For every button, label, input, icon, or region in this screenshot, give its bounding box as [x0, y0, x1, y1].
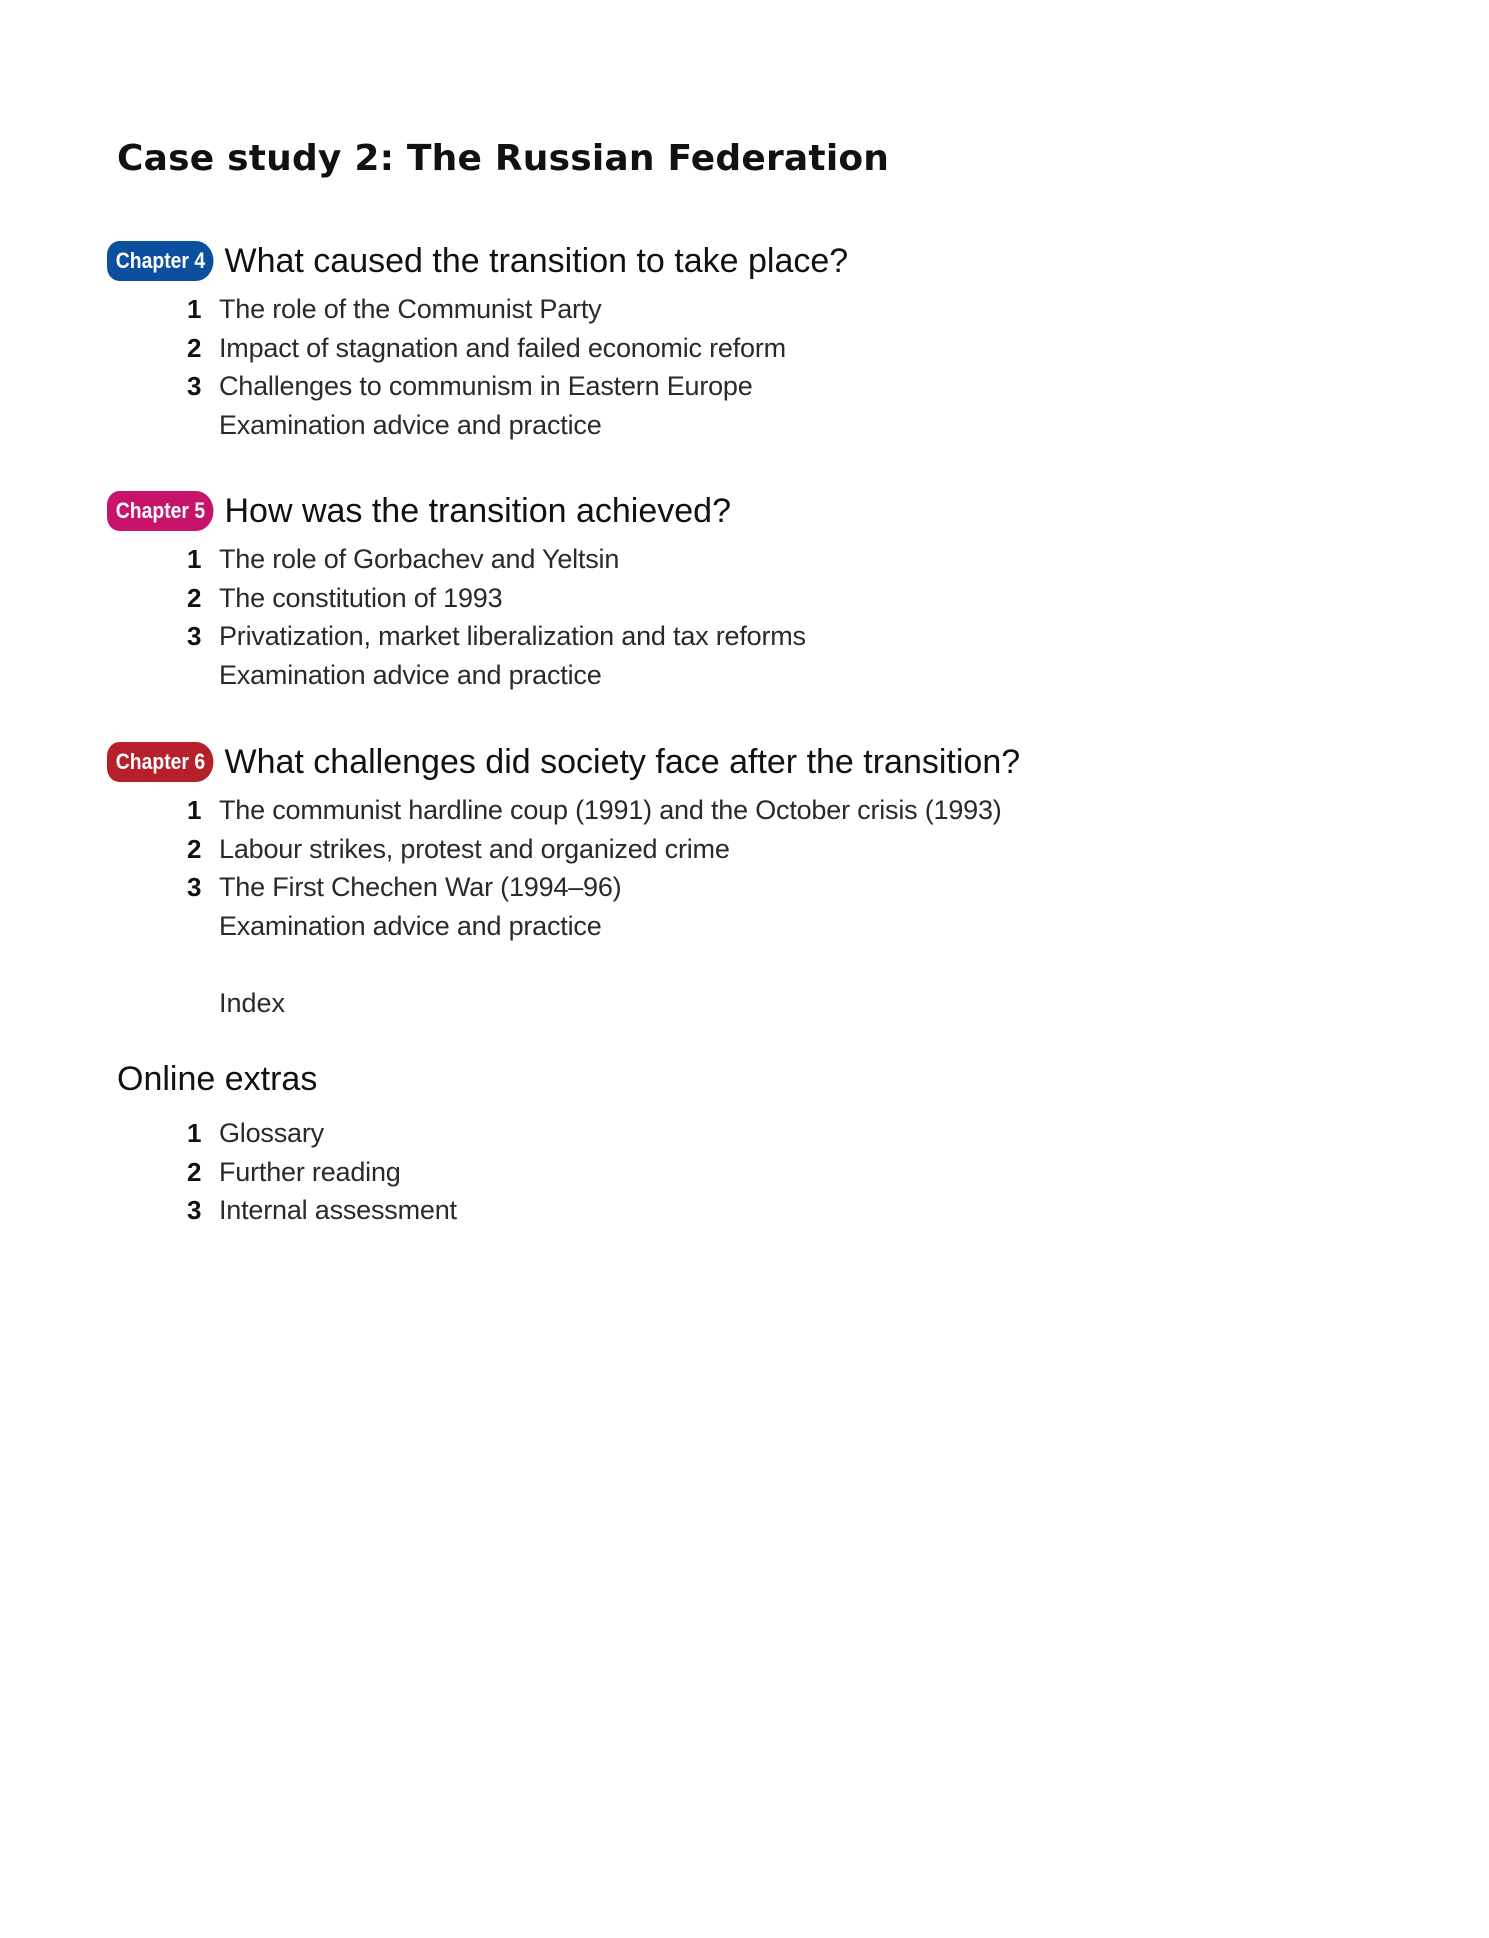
online-extras-list — [107, 1118, 457, 1234]
case-study-title: Case study 2: The Russian Federation — [117, 138, 890, 179]
list-item[interactable] — [107, 294, 1407, 333]
list-item[interactable] — [107, 621, 1407, 660]
item-number: 2 — [187, 332, 202, 363]
list-item[interactable] — [107, 660, 1407, 699]
item-number: 3 — [187, 872, 202, 902]
item-number: 2 — [187, 582, 202, 613]
item-number: 3 — [187, 621, 202, 651]
chapter-section — [107, 737, 1407, 949]
item-label: Labour strikes, protest and organized crime — [219, 833, 730, 864]
item-number: 1 — [187, 795, 202, 825]
item-label: Examination advice and practice — [219, 910, 602, 941]
item-label: The constitution of 1993 — [219, 582, 503, 613]
chapter-title[interactable]: What caused the transition to take place? — [224, 241, 849, 280]
item-label: Challenges to communism in Eastern Europe — [219, 371, 753, 401]
list-item[interactable] — [107, 795, 1407, 834]
item-label: Further reading — [219, 1156, 401, 1187]
item-number: 1 — [187, 294, 202, 324]
item-label: Examination advice and practice — [219, 659, 602, 690]
item-number: 3 — [187, 1195, 202, 1225]
item-label: Privatization, market liberalization and tax reforms — [219, 621, 806, 651]
chapter-item-list — [107, 544, 1407, 698]
chapter-badge: Chapter 4 — [107, 241, 214, 281]
chapter-section — [107, 236, 1407, 448]
list-item[interactable] — [107, 911, 1407, 950]
list-item[interactable] — [107, 333, 1407, 372]
list-item[interactable] — [107, 544, 1407, 583]
chapter-badge: Chapter 5 — [107, 491, 214, 531]
item-number: 2 — [187, 1156, 202, 1187]
item-number: 2 — [187, 833, 202, 864]
item-label: The role of Gorbachev and Yeltsin — [219, 544, 620, 574]
chapter-heading — [107, 737, 1407, 787]
item-label: Examination advice and practice — [219, 409, 602, 440]
chapter-item-list — [107, 795, 1407, 949]
list-item[interactable] — [107, 371, 1407, 410]
list-item[interactable] — [107, 1157, 457, 1196]
list-item[interactable] — [107, 1118, 457, 1157]
item-number: 1 — [187, 544, 202, 574]
item-label: The communist hardline coup (1991) and the October crisis (1993) — [219, 795, 1002, 825]
chapter-section — [107, 486, 1407, 698]
chapter-item-list — [107, 294, 1407, 448]
list-item[interactable] — [107, 583, 1407, 622]
item-label: The First Chechen War (1994–96) — [219, 872, 622, 902]
list-item[interactable] — [107, 410, 1407, 449]
item-number: 3 — [187, 371, 202, 401]
online-extras-title: Online extras — [117, 1060, 318, 1098]
chapter-heading — [107, 486, 1407, 536]
item-number: 1 — [187, 1118, 202, 1148]
item-label: Internal assessment — [219, 1195, 457, 1225]
chapter-title[interactable]: How was the transition achieved? — [224, 491, 731, 530]
chapter-heading — [107, 236, 1407, 286]
chapter-title[interactable]: What challenges did society face after the transition? — [224, 742, 1021, 781]
item-label: Glossary — [219, 1118, 324, 1148]
list-item[interactable] — [107, 1195, 457, 1234]
list-item[interactable] — [107, 834, 1407, 873]
item-label: Impact of stagnation and failed economic reform — [219, 332, 786, 363]
chapter-badge: Chapter 6 — [107, 742, 214, 782]
list-item[interactable] — [107, 872, 1407, 911]
index-link[interactable]: Index — [219, 988, 286, 1018]
item-label: The role of the Communist Party — [219, 294, 602, 324]
